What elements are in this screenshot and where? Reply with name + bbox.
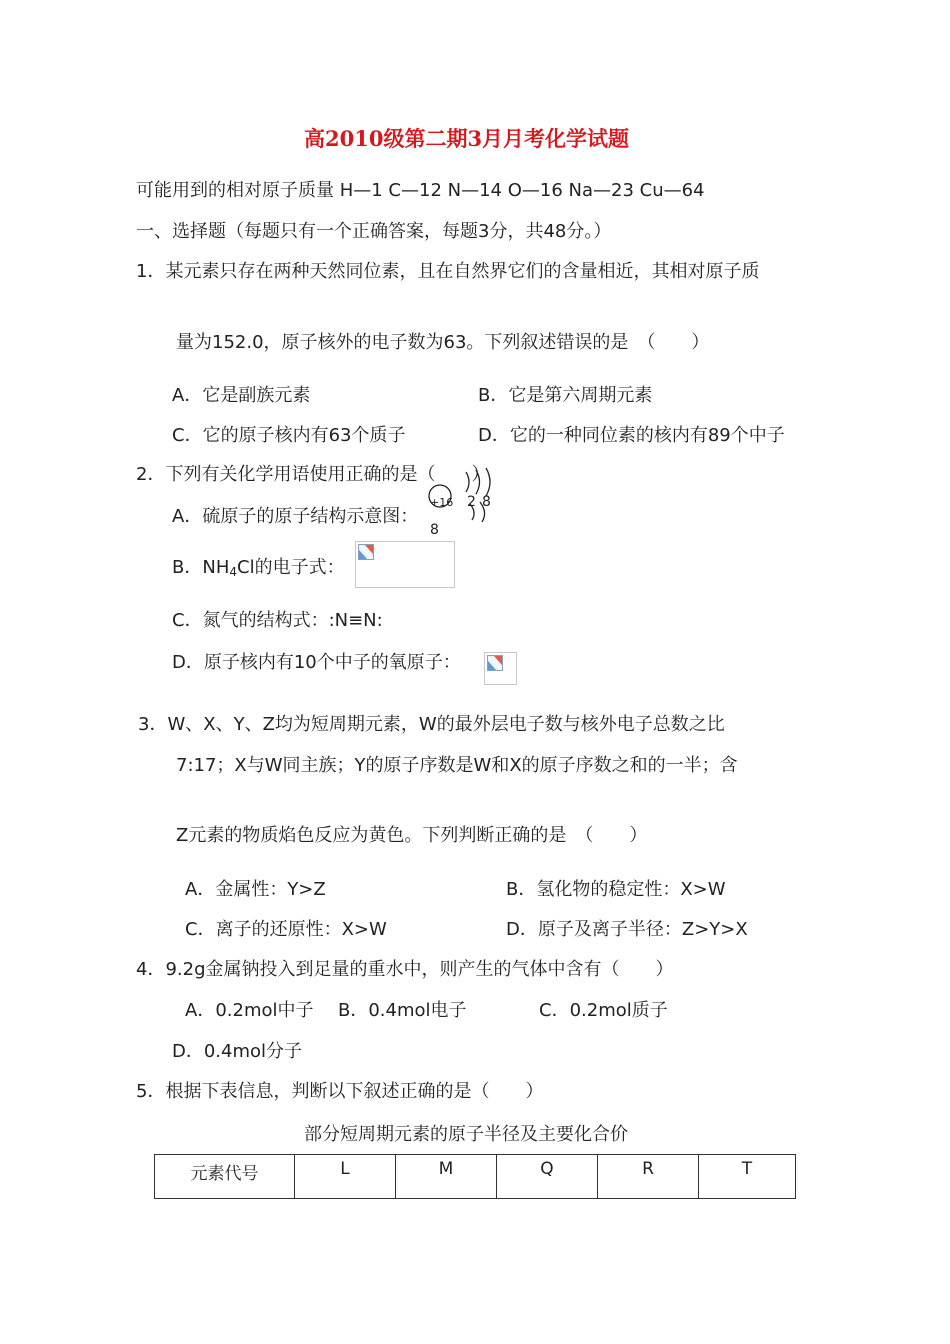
table-header-row [155, 1155, 796, 1199]
nucleus-label: +16 [430, 496, 454, 509]
shell-2-electrons: 8 [482, 494, 491, 510]
broken-image-icon [358, 544, 374, 560]
shell-3-electrons: 8 [430, 522, 439, 538]
section-heading: 一、选择题（每题只有一个正确答案，每题3分，共48分。） [136, 221, 612, 242]
table-header-cell: T [699, 1155, 796, 1199]
question-2-stem: 2．下列有关化学用语使用正确的是（ ） [136, 464, 490, 485]
question-4-option-a: A．0.2mol中子 [185, 1000, 314, 1021]
question-5-stem: 5．根据下表信息，判断以下叙述正确的是（ ） [136, 1081, 544, 1102]
question-4-option-b: B．0.4mol电子 [338, 1000, 467, 1021]
option-b-subscript: 4 [229, 565, 237, 579]
question-2-option-b [172, 553, 345, 579]
oxygen-isotope-image [484, 652, 517, 685]
table-header-cell: 元素代号 [155, 1155, 295, 1199]
question-1-option-d: D．它的一种同位素的核内有89个中子 [478, 425, 785, 446]
question-1-stem-line1: 1．某元素只存在两种天然同位素，且在自然界它们的含量相近，其相对原子质 [136, 261, 760, 282]
table-caption: 部分短周期元素的原子半径及主要化合价 [304, 1124, 628, 1145]
table-header-cell: Q [497, 1155, 598, 1199]
question-3-stem-line3: Z元素的物质焰色反应为黄色。下列判断正确的是 （ ） [176, 825, 648, 846]
question-4-option-c: C．0.2mol质子 [539, 1000, 668, 1021]
electron-formula-image [355, 541, 455, 588]
question-3-stem-line2: 7:17；X与W同主族；Y的原子序数是W和X的原子序数之和的一半；含 [176, 755, 738, 776]
question-3-option-b: B．氢化物的稳定性：X>W [506, 879, 726, 900]
question-1-option-b: B．它是第六周期元素 [478, 385, 653, 406]
question-4-stem: 4．9.2g金属钠投入到足量的重水中，则产生的气体中含有（ ） [136, 959, 674, 980]
question-1-option-a: A．它是副族元素 [172, 385, 311, 406]
element-table [154, 1154, 796, 1199]
option-b-suffix: Cl的电子式： [237, 557, 345, 578]
question-2-option-d: D．原子核内有10个中子的氧原子： [172, 652, 461, 673]
question-2-option-a: A．硫原子的原子结构示意图： [172, 506, 419, 527]
question-4-option-d: D．0.4mol分子 [172, 1041, 303, 1062]
question-3-option-d: D．原子及离子半径：Z>Y>X [506, 919, 748, 940]
question-1-stem-line2: 量为152.0，原子核外的电子数为63。下列叙述错误的是 （ ） [176, 332, 710, 353]
question-3-option-c: C．离子的还原性：X>W [185, 919, 387, 940]
question-3-option-a: A．金属性：Y>Z [185, 879, 326, 900]
broken-image-icon [487, 655, 503, 671]
question-3-stem-line1: 3．W、X、Y、Z均为短周期元素，W的最外层电子数与核外电子总数之比 [138, 714, 725, 735]
atomic-masses: 可能用到的相对原子质量 H—1 C—12 N—14 O—16 Na—23 Cu—64 [136, 180, 705, 201]
option-b-prefix: B．NH [172, 557, 230, 578]
question-1-option-c: C．它的原子核内有63个质子 [172, 425, 406, 446]
question-2-option-c: C．氮气的结构式：:N≡N: [172, 610, 383, 631]
table-header-cell: R [598, 1155, 699, 1199]
table-header-cell: L [295, 1155, 396, 1199]
page-title: 高2010级第二期3月月考化学试题 [304, 126, 630, 151]
shell-1-electrons: 2 [467, 494, 476, 510]
table-header-cell: M [396, 1155, 497, 1199]
